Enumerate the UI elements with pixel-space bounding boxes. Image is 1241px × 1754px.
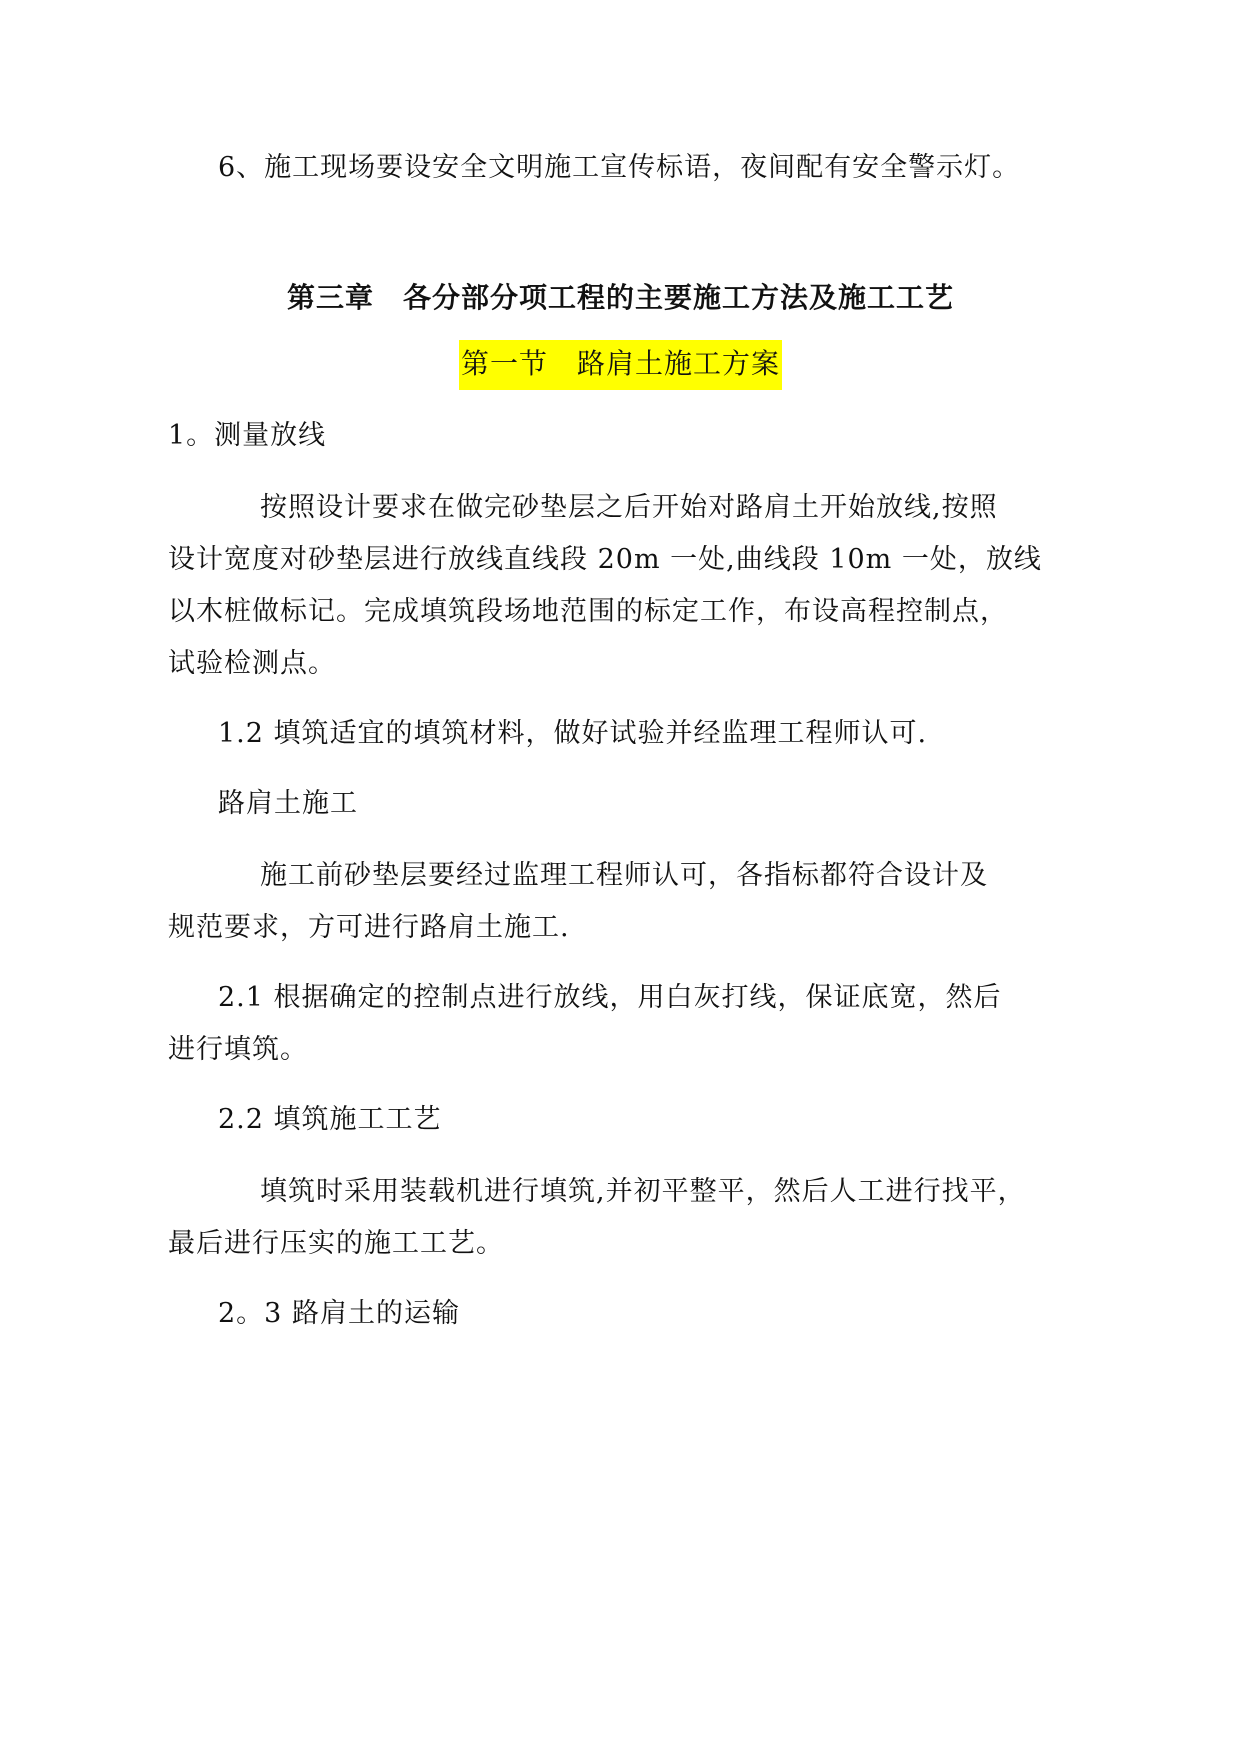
- chapter-title: 第三章 各分部分项工程的主要施工方法及施工工艺: [286, 281, 954, 314]
- list-item-2-1-continued: 进行填筑。: [168, 1034, 308, 1065]
- heading-shoulder-construction: 路肩土施工: [218, 788, 358, 819]
- list-item-2-3: 2。3 路肩土的运输: [218, 1298, 460, 1329]
- paragraph-line: 按照设计要求在做完砂垫层之后开始对路肩土开始放线,按照: [260, 492, 998, 523]
- paragraph-line: 施工前砂垫层要经过监理工程师认可，各指标都符合设计及: [260, 860, 988, 891]
- paragraph-line: 填筑时采用装载机进行填筑,并初平整平，然后人工进行找平，: [260, 1176, 1026, 1207]
- list-item-2-1: 2.1 根据确定的控制点进行放线，用白灰打线，保证底宽，然后: [218, 982, 1002, 1013]
- list-item-2-2: 2.2 填筑施工工艺: [218, 1104, 442, 1135]
- section-title-highlighted: 第一节 路肩土施工方案: [459, 340, 782, 390]
- section-title-wrap: [0, 340, 1241, 390]
- paragraph-line: 试验检测点。: [168, 648, 336, 679]
- paragraph-line: 规范要求，方可进行路肩土施工.: [168, 912, 570, 943]
- paragraph-line: 以木桩做标记。完成填筑段场地范围的标定工作，布设高程控制点，: [168, 596, 1008, 627]
- paragraph-line: 最后进行压实的施工工艺。: [168, 1228, 504, 1259]
- list-item-1-2: 1.2 填筑适宜的填筑材料，做好试验并经监理工程师认可.: [218, 718, 928, 749]
- list-item-6: 6、施工现场要设安全文明施工宣传标语，夜间配有安全警示灯。: [218, 152, 1021, 183]
- paragraph-line: 设计宽度对砂垫层进行放线直线段 20m 一处,曲线段 10m 一处，放线: [168, 544, 1042, 575]
- heading-surveying: 1。测量放线: [168, 420, 327, 451]
